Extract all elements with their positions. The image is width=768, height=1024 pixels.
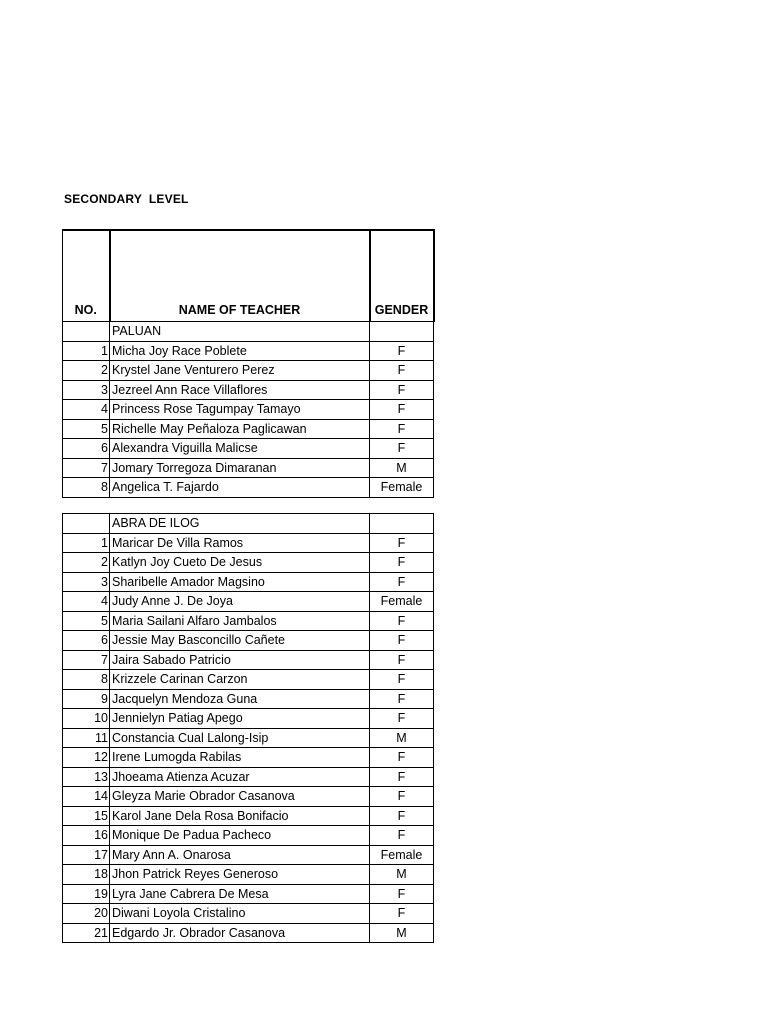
row-number: 9 [63,689,110,709]
teacher-gender: F [370,553,434,573]
teacher-name: Krizzele Carinan Carzon [110,670,370,690]
table-row [63,533,434,553]
teacher-name: Jezreel Ann Race Villaflores [110,380,370,400]
table-row [63,709,434,729]
teacher-gender: F [370,904,434,924]
row-number: 20 [63,904,110,924]
table-row [63,572,434,592]
row-number: 18 [63,865,110,885]
table-row [63,670,434,690]
section-gender-cell [370,322,434,342]
table-row [63,826,434,846]
row-number: 6 [63,631,110,651]
teacher-gender: M [370,923,434,943]
teacher-name: Edgardo Jr. Obrador Casanova [110,923,370,943]
teacher-gender: Female [370,478,434,498]
teacher-gender: F [370,533,434,553]
table-header-row [63,230,434,322]
teacher-gender: M [370,865,434,885]
teacher-name: Maricar De Villa Ramos [110,533,370,553]
teacher-gender: F [370,419,434,439]
table-row [63,631,434,651]
teacher-name: Princess Rose Tagumpay Tamayo [110,400,370,420]
teacher-gender: Female [370,845,434,865]
row-number: 13 [63,767,110,787]
teacher-name: Monique De Padua Pacheco [110,826,370,846]
teacher-gender: M [370,728,434,748]
teacher-name: Jessie May Basconcillo Cañete [110,631,370,651]
row-number: 14 [63,787,110,807]
row-number: 5 [63,611,110,631]
row-number: 4 [63,592,110,612]
teacher-gender: F [370,439,434,459]
row-number: 21 [63,923,110,943]
teacher-name: Gleyza Marie Obrador Casanova [110,787,370,807]
table-row [63,767,434,787]
row-number: 16 [63,826,110,846]
table-row [63,689,434,709]
row-number: 3 [63,380,110,400]
table-row [63,845,434,865]
table-row [63,865,434,885]
teacher-gender: F [370,341,434,361]
row-number: 5 [63,419,110,439]
section-row [63,514,434,534]
row-number: 2 [63,553,110,573]
row-number: 11 [63,728,110,748]
row-number: 12 [63,748,110,768]
teacher-gender: F [370,380,434,400]
teacher-name: Jacquelyn Mendoza Guna [110,689,370,709]
section-no-cell [63,514,110,534]
teacher-name: Krystel Jane Venturero Perez [110,361,370,381]
table-row [63,361,434,381]
teacher-name: Micha Joy Race Poblete [110,341,370,361]
row-number: 8 [63,670,110,690]
teacher-gender: F [370,787,434,807]
teacher-name: Diwani Loyola Cristalino [110,904,370,924]
teacher-name: Jennielyn Patiag Apego [110,709,370,729]
teacher-gender: F [370,767,434,787]
teacher-table-abra-de-ilog [62,513,434,943]
table-row [63,478,434,498]
header-gender: GENDER [370,230,434,322]
header-name: NAME OF TEACHER [110,230,370,322]
row-number: 4 [63,400,110,420]
teacher-name: Lyra Jane Cabrera De Mesa [110,884,370,904]
table-row [63,748,434,768]
row-number: 7 [63,458,110,478]
teacher-name: Mary Ann A. Onarosa [110,845,370,865]
row-number: 7 [63,650,110,670]
teacher-gender: M [370,458,434,478]
table-row [63,419,434,439]
table-row [63,611,434,631]
table-row [63,458,434,478]
table-row [63,923,434,943]
header-no: NO. [63,230,110,322]
teacher-name: Angelica T. Fajardo [110,478,370,498]
section-no-cell [63,322,110,342]
section-name: PALUAN [110,322,370,342]
row-number: 2 [63,361,110,381]
table-row [63,400,434,420]
table-row [63,884,434,904]
section-name: ABRA DE ILOG [110,514,370,534]
section-gender-cell [370,514,434,534]
teacher-table-paluan [62,229,435,498]
teacher-name: Constancia Cual Lalong-Isip [110,728,370,748]
teacher-gender: F [370,670,434,690]
teacher-name: Maria Sailani Alfaro Jambalos [110,611,370,631]
teacher-name: Irene Lumogda Rabilas [110,748,370,768]
teacher-gender: F [370,884,434,904]
table-row [63,650,434,670]
teacher-gender: F [370,709,434,729]
table-row [63,553,434,573]
teacher-name: Judy Anne J. De Joya [110,592,370,612]
teacher-gender: Female [370,592,434,612]
table-row [63,728,434,748]
teacher-gender: F [370,631,434,651]
teacher-gender: F [370,826,434,846]
row-number: 8 [63,478,110,498]
section-row [63,322,434,342]
table-row [63,380,434,400]
row-number: 1 [63,341,110,361]
teacher-gender: F [370,611,434,631]
row-number: 1 [63,533,110,553]
table-row [63,904,434,924]
teacher-name: Karol Jane Dela Rosa Bonifacio [110,806,370,826]
teacher-name: Jomary Torregoza Dimaranan [110,458,370,478]
teacher-gender: F [370,650,434,670]
row-number: 17 [63,845,110,865]
row-number: 19 [63,884,110,904]
teacher-name: Jaira Sabado Patricio [110,650,370,670]
teacher-gender: F [370,806,434,826]
teacher-name: Sharibelle Amador Magsino [110,572,370,592]
teacher-gender: F [370,689,434,709]
page-title: SECONDARY LEVEL [64,192,189,206]
teacher-gender: F [370,361,434,381]
teacher-gender: F [370,400,434,420]
table-row [63,341,434,361]
teacher-gender: F [370,572,434,592]
row-number: 3 [63,572,110,592]
teacher-name: Alexandra Viguilla Malicse [110,439,370,459]
teacher-gender: F [370,748,434,768]
table-row [63,787,434,807]
teacher-name: Katlyn Joy Cueto De Jesus [110,553,370,573]
teacher-name: Jhoeama Atienza Acuzar [110,767,370,787]
teacher-name: Jhon Patrick Reyes Generoso [110,865,370,885]
row-number: 6 [63,439,110,459]
row-number: 10 [63,709,110,729]
table-row [63,806,434,826]
teacher-name: Richelle May Peñaloza Paglicawan [110,419,370,439]
row-number: 15 [63,806,110,826]
table-row [63,439,434,459]
table-row [63,592,434,612]
